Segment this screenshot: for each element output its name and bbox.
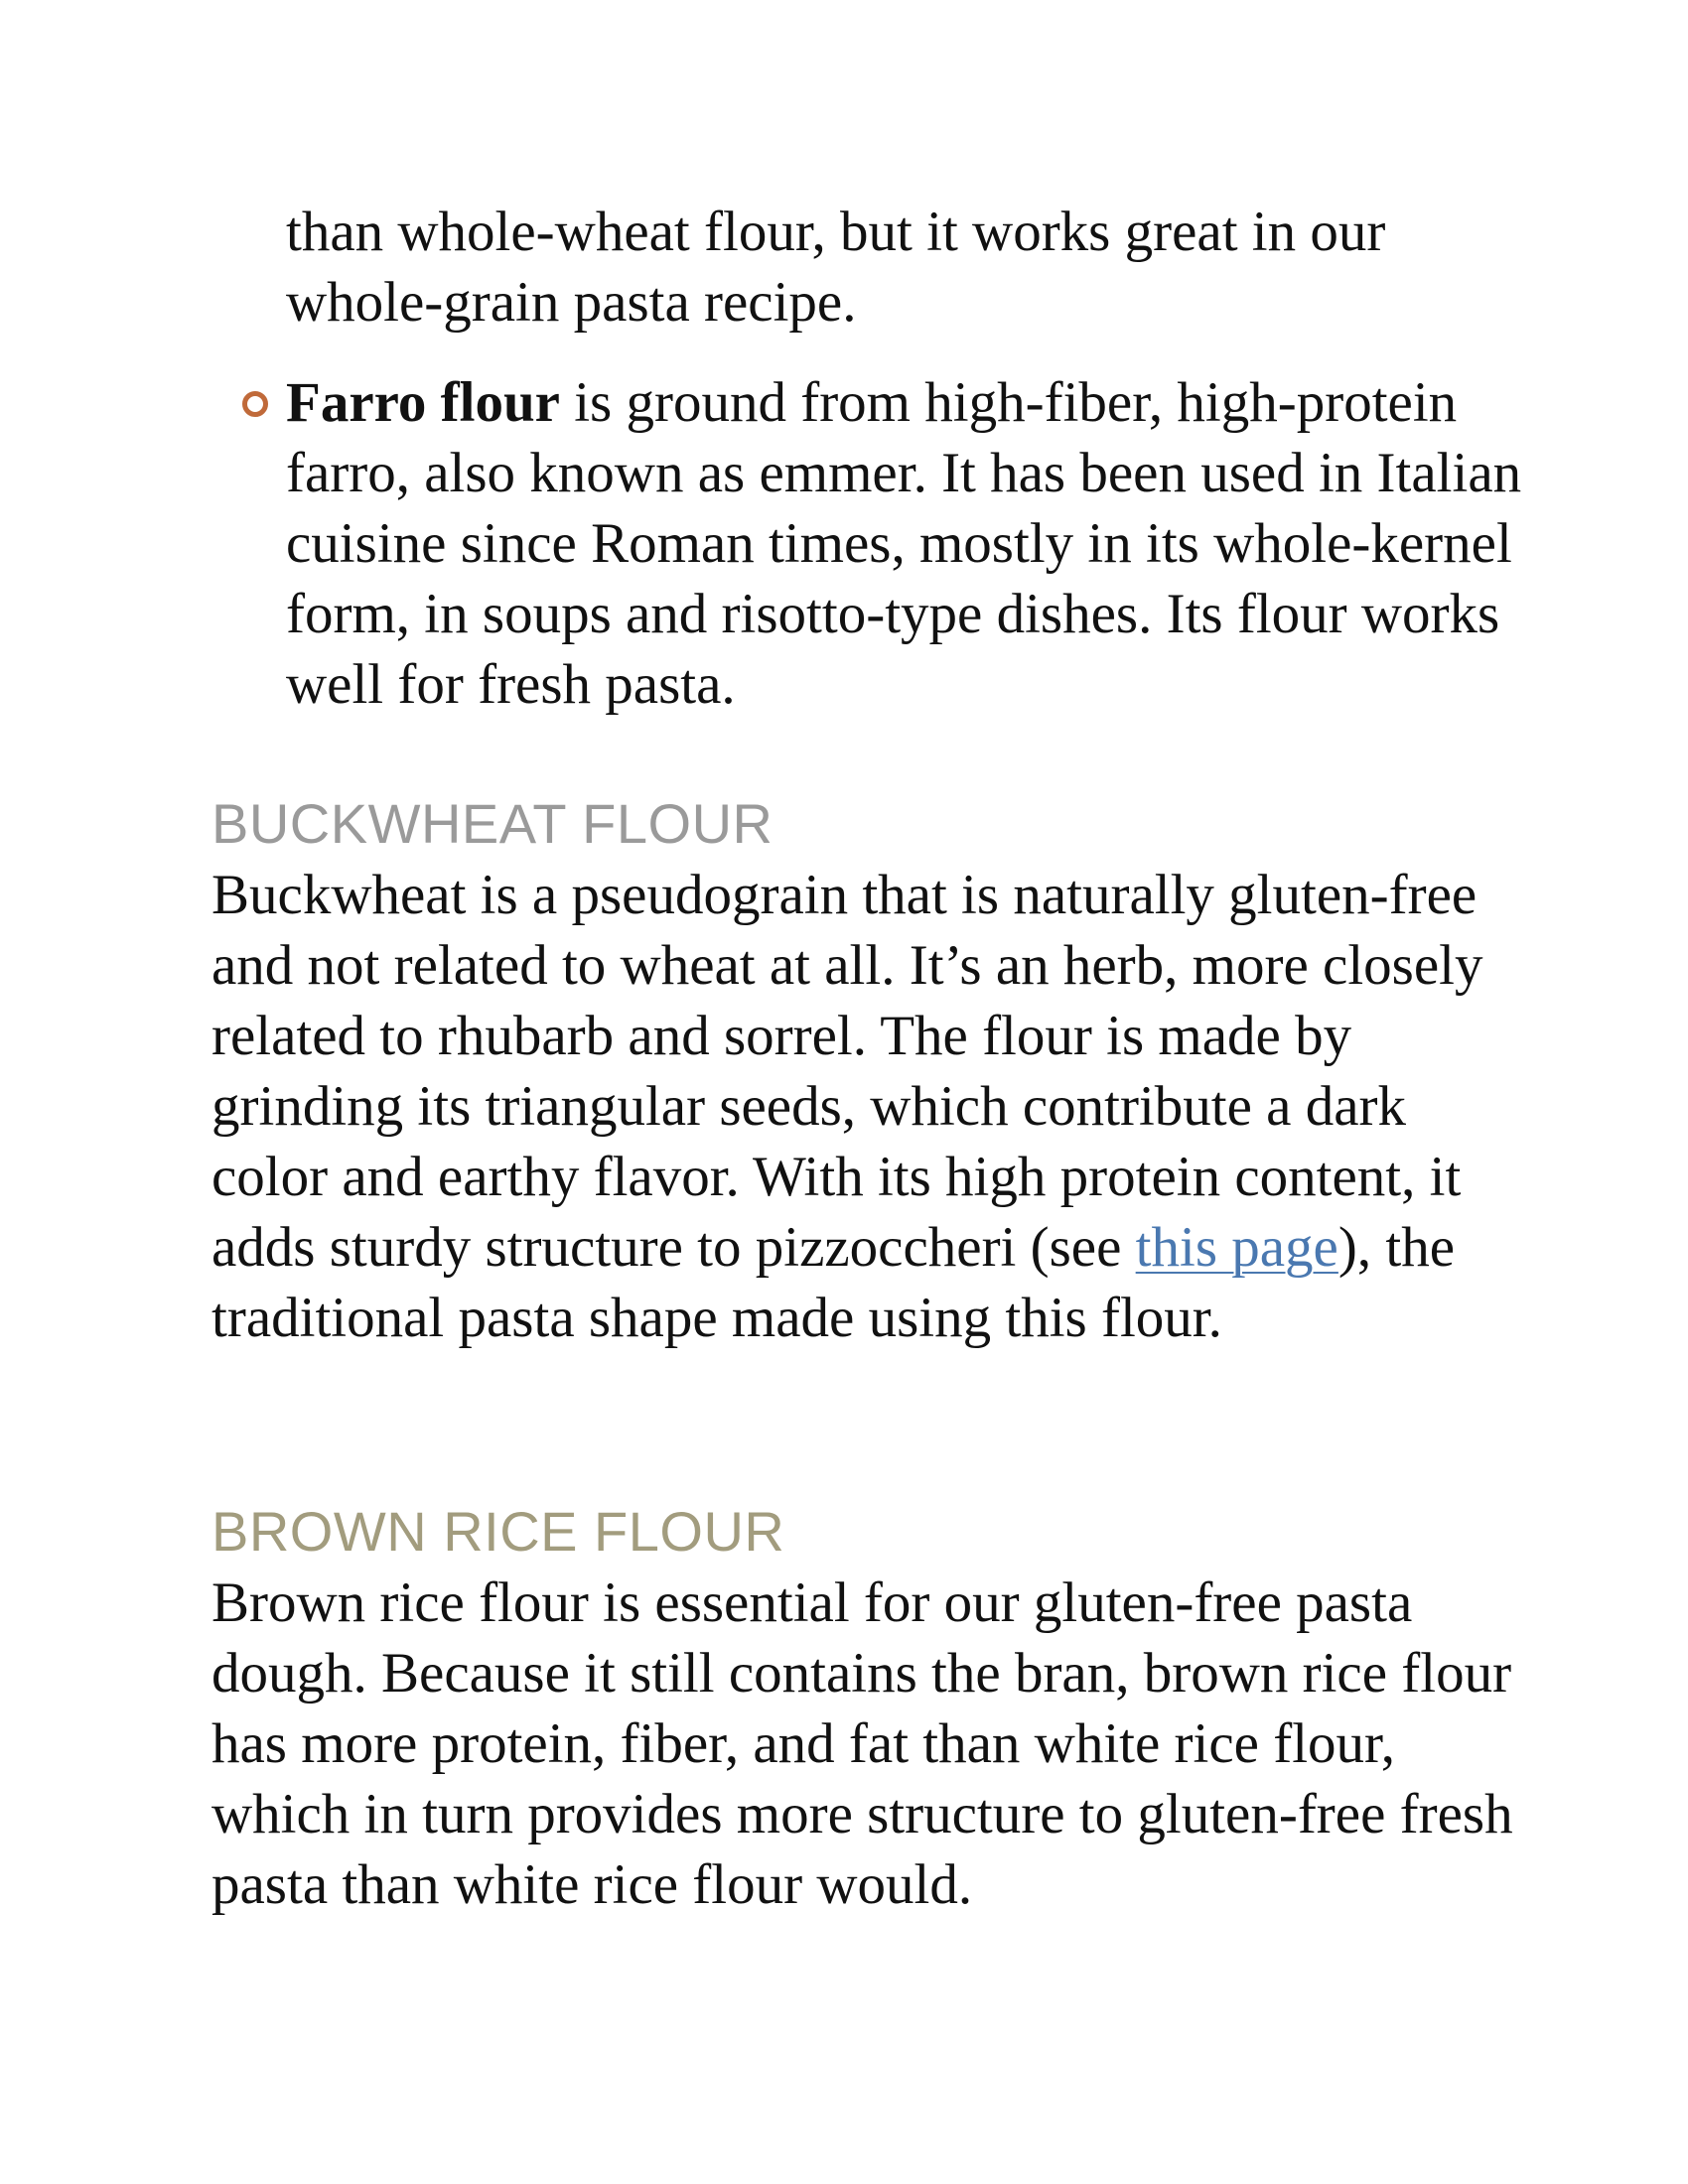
list-item-term: Farro flour bbox=[286, 371, 560, 434]
buckwheat-text-after-link: ), the traditional pasta shape made using this flour. bbox=[211, 1216, 1455, 1349]
section-heading-brown-rice: BROWN RICE FLOUR bbox=[211, 1500, 785, 1563]
hollow-circle-bullet-icon bbox=[242, 391, 268, 417]
continued-paragraph: than whole-wheat flour, but it works great in our whole-grain pasta recipe. bbox=[286, 201, 1386, 334]
list-item-text bbox=[286, 367, 1527, 720]
section-heading-buckwheat: BUCKWHEAT FLOUR bbox=[211, 792, 774, 855]
section-brown-rice-flour bbox=[211, 1497, 1522, 1920]
list-item-description: is ground from high-fiber, high-protein farro, also known as emmer. It has been used in Italian cuisine since Roman times, mostly in its whole-kernel form, in soups and risotto-type dishes. Its flour works well for fresh pasta. bbox=[286, 371, 1522, 716]
section-buckwheat-flour bbox=[211, 789, 1522, 1353]
buckwheat-text-before-link: Buckwheat is a pseudograin that is naturally gluten-free and not related to wheat at all. It’s an herb, more closely related to rhubarb and sorrel. The flour is made by grinding its triangular seeds, which contribute a dark color and earthy flavor. With its high protein content, it adds sturdy structure to pizzoccheri (see bbox=[211, 864, 1483, 1279]
section-body-buckwheat bbox=[211, 860, 1522, 1353]
list-item-farro-flour bbox=[238, 367, 1529, 720]
this-page-link[interactable]: this page bbox=[1135, 1216, 1338, 1279]
section-body-brown-rice: Brown rice flour is essential for our gluten-free pasta dough. Because it still contains the bran, brown rice flour has more protein, fiber, and fat than white rice flour, which in turn provides more structure to gluten-free fresh pasta than white rice flour would. bbox=[211, 1571, 1513, 1916]
